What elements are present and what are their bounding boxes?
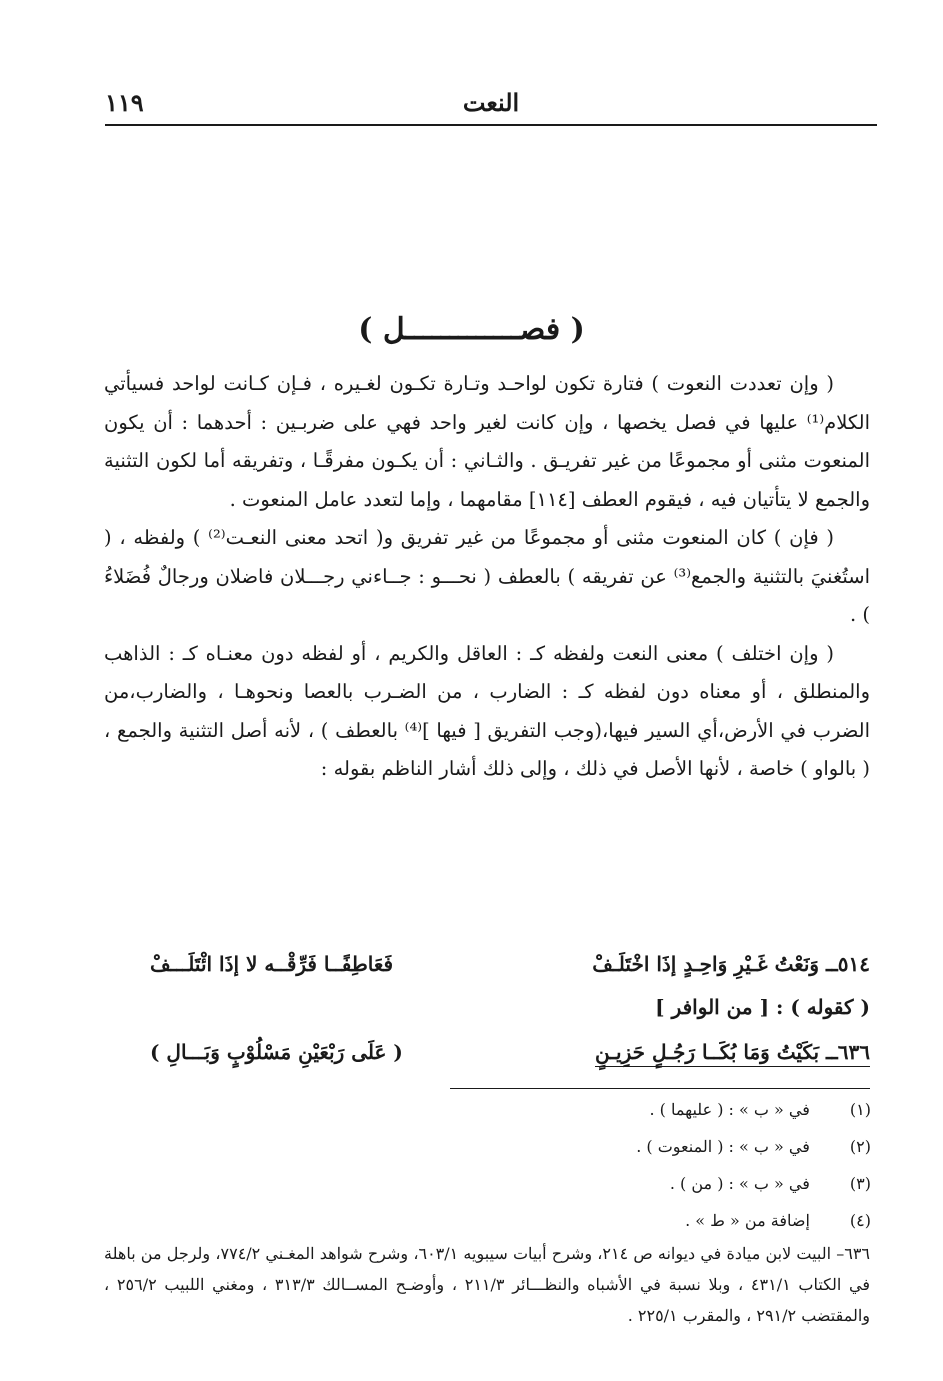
source-note-text: ٦٣٦– البيت لابن ميادة في ديوانه ص ٢١٤، وشرح أبيات سيبويه ٦٠٣/١، وشرح شواهد المغـني ٧٧٤/٢، ولرجل من باهلة في الكتاب ٤٣١/١ ، وبلا نسبة في الأشباه والنظـــائر ٢١١/٣ ، وأوضـح المســالك ٣١٣/٣ ، ومغني اللبيب ٢٥٦/٢ ، والمقتضب ٢٩١/٢ ، والمقرب ٢٢٥/١ .	[104, 1244, 871, 1325]
footnote	[171, 1171, 871, 1208]
footnote-number: (١)	[849, 1100, 871, 1119]
footnote-divider	[450, 1088, 870, 1089]
page-header	[105, 86, 877, 126]
footnote-text: في « ب » : ( المنعوت ) .	[636, 1137, 810, 1156]
footnote-number: (٤)	[849, 1211, 871, 1230]
paragraph-2: ( فإن ) كان المنعوت مثنى أو مجموعًا من غير تفريق و( اتحد معنى النعـت⁽²⁾ ) ولفظه ، ( استُغنيَ بالتثنية والجمع⁽³⁾ عن تفريقه ) بالعطف ( نحـــو : جــاءني رجـــلان فاضلان ورجالٌ فُضَلاءُ ) .	[104, 526, 870, 626]
verse-636-second-hemistich: ( عَلَى رَبْعَيْنِ مَسْلُوْبٍ وَبَـــالِ )	[150, 1040, 403, 1064]
footnote-number: (٣)	[849, 1174, 871, 1193]
footnote-number: (٢)	[849, 1137, 871, 1156]
footnote-text: في « ب » : ( من ) .	[669, 1174, 810, 1193]
verse-514-first-hemistich: ٥١٤ــ وَنَعْتُ غَـيْرِ وَاحِـدٍ إذَا اخْتَلَـفْ	[592, 952, 870, 976]
footnote-text: في « ب » : ( عليهما ) .	[649, 1100, 810, 1119]
body-text	[104, 365, 870, 789]
footnotes	[171, 1097, 871, 1245]
footnote	[171, 1097, 871, 1134]
verse-514	[150, 952, 870, 988]
page-number: ١١٩	[105, 88, 144, 117]
verse-636	[150, 1040, 870, 1076]
section-heading: ( فصـــــــــــــل )	[358, 312, 585, 347]
verse-intro: ( كقوله ) : [ من الوافر ]	[655, 995, 870, 1019]
footnote-text: إضافة من « ط » .	[685, 1211, 810, 1230]
paragraph-3: ( وإن اختلف ) معنى النعت ولفظه كـ : العاقل والكريم ، أو لفظه دون معنـاه كـ : الذاهب والمنطلق ، أو معناه دون لفظه كـ : الضارب ، من الضـرب بالعصا ونحوهـا ، والضارب،من الضرب في الأرض،أي السير فيها،(وجب التفريق [ فيها ]⁽⁴⁾ بالعطف ) ، لأنه أصل التثنية والجمع ، ( بالواو ) خاصة ، لأنها الأصل في ذلك ، وإلى ذلك أشار الناظم بقوله :	[104, 641, 870, 780]
verse-636-first-hemistich: ٦٣٦ــ بَكَيْتُ وَمَا بُكَــا رَجُـلٍ حَزِيـنٍ	[595, 1040, 870, 1067]
running-title: النعت	[462, 88, 520, 117]
verse-514-second-hemistich: فَعَاطِفًــا فَرِّقْــه لا إذَا ائْتَلَـــفْ	[150, 952, 394, 976]
footnote	[171, 1134, 871, 1171]
verse-source-note	[104, 1238, 870, 1331]
paragraph-1: ( وإن تعددت النعوت ) فتارة تكون لواحـد وتـارة تكـون لغـيره ، فـإن كـانت لواحد فسيأتي الكلام⁽¹⁾ عليها في فصل يخصها ، وإن كانت لغير واحد فهي على ضربـين : أحدهما : أن يكون المنعوت مثنى أو مجموعًا من غير تفريـق . والثـاني : أن يكـون مفرقًـا ، وتفريقه أما لكون التثنية والجمع لا يتأتيان فيه ، فيقوم العطف [١١٤] مقامهما ، وإما لتعدد عامل المنعوت .	[104, 372, 870, 511]
